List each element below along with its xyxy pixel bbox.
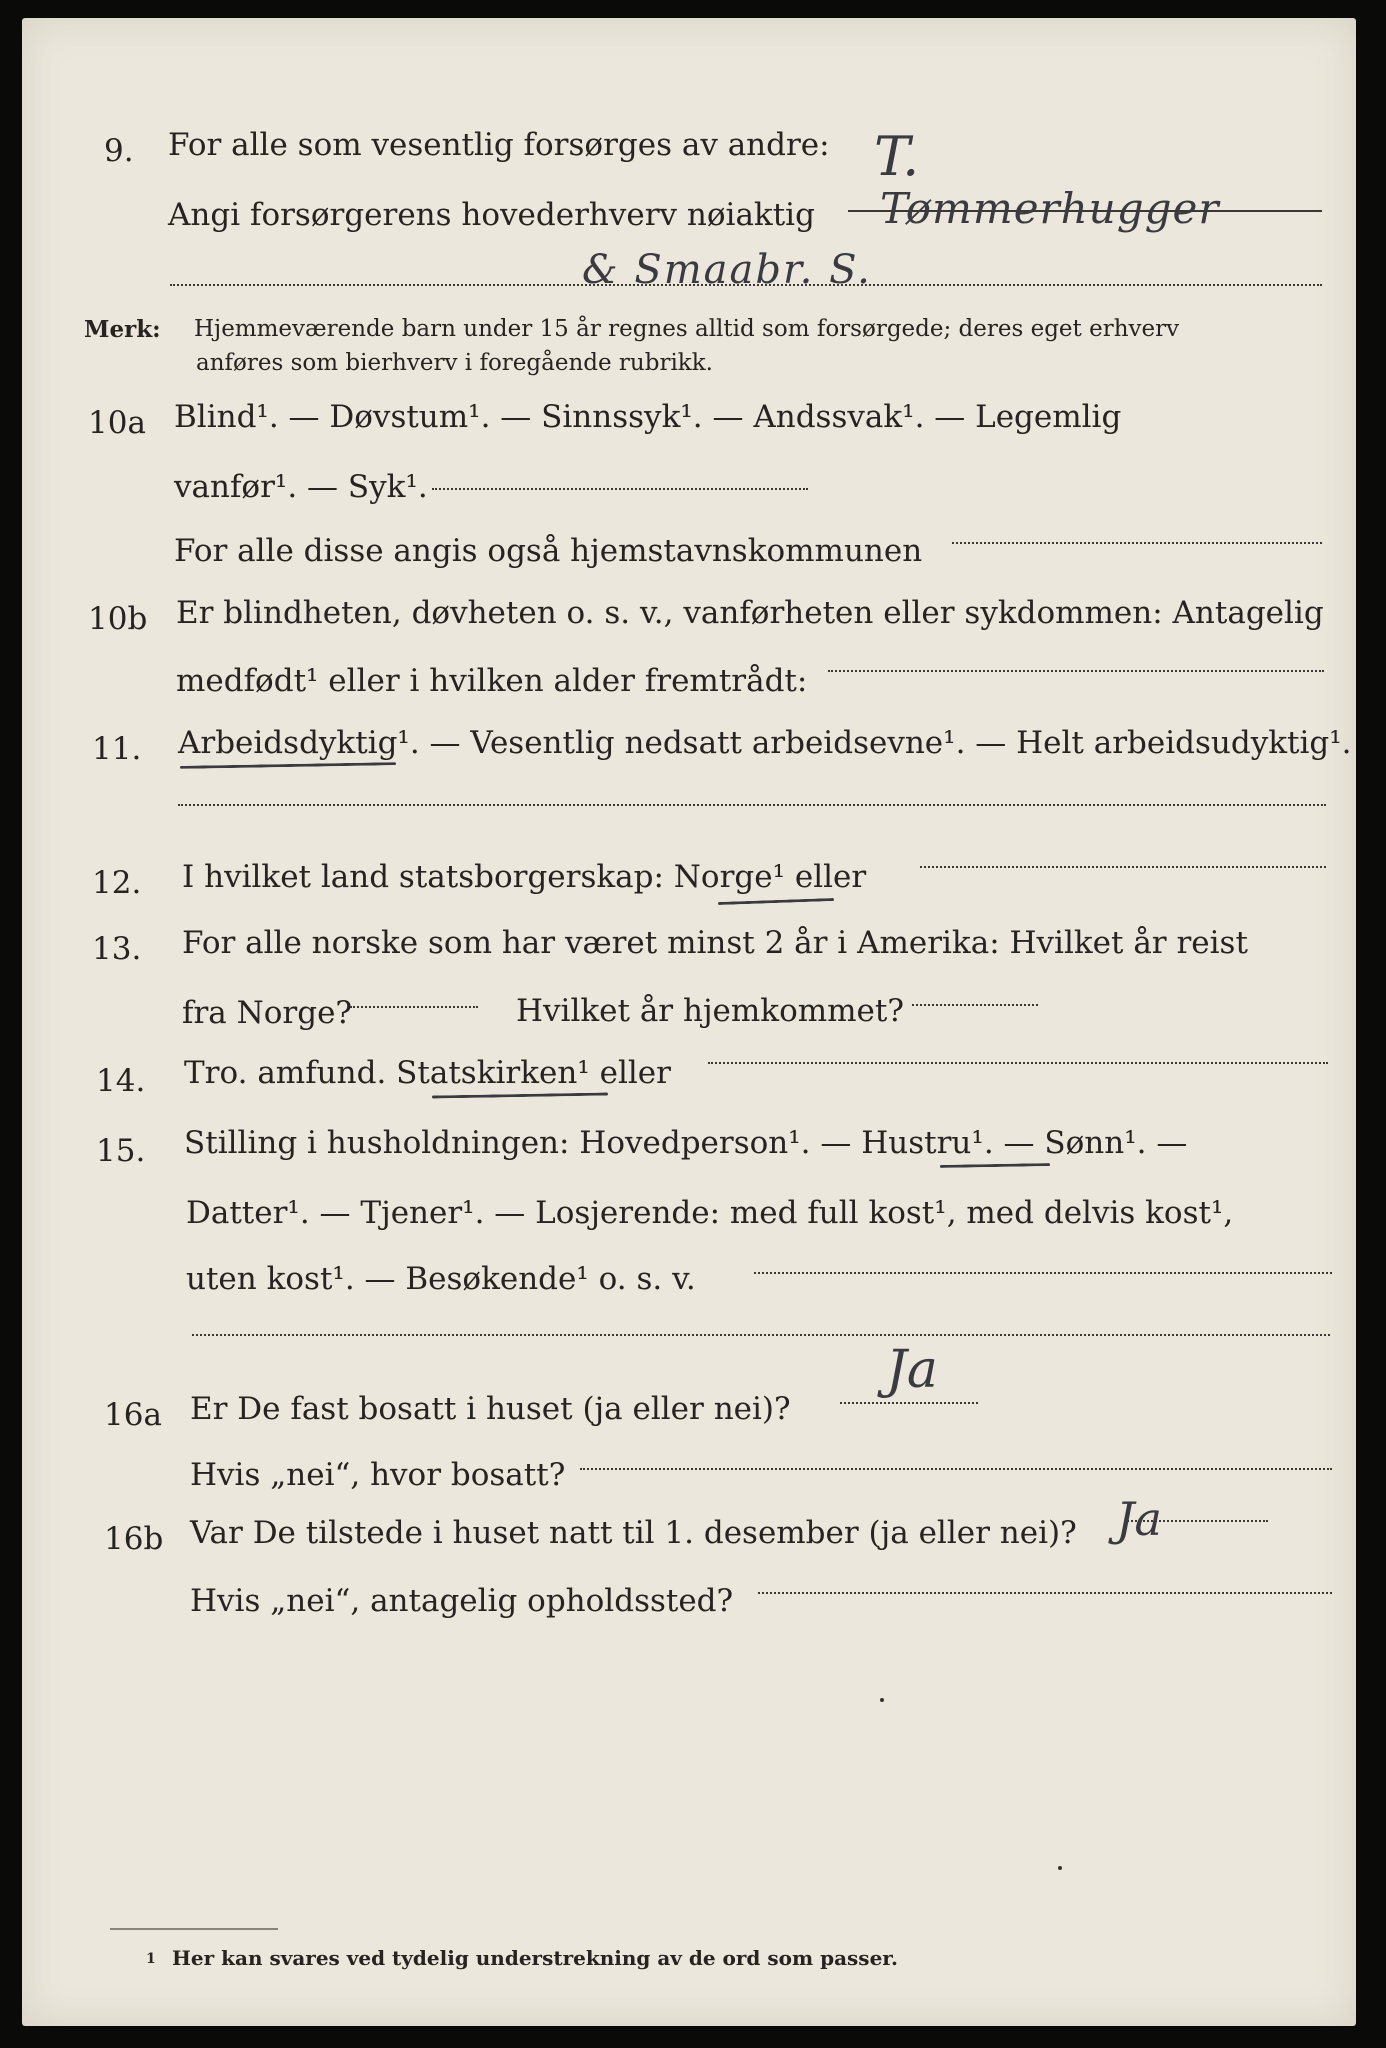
merk-note-line1: Hjemmeværende barn under 15 år regnes alltid som forsørgede; deres eget erhverv (194, 316, 1180, 342)
merk-note-line2: anføres som bierhverv i foregående rubrikk. (196, 350, 713, 376)
q16b-line1: Var De tilstede i huset natt til 1. desember (ja eller nei)? (190, 1515, 1077, 1551)
q10b-answer-line (828, 670, 1324, 672)
q9-handwritten-answer-c: & Smaabr. S. (582, 247, 872, 293)
q13-number: 13. (92, 931, 142, 967)
footnote-text: Her kan svares ved tydelig understrekning av de ord som passer. (172, 1946, 898, 1970)
q12-answer-line (920, 866, 1326, 868)
q14-line1: Tro. amfund. Statskirken¹ eller (184, 1055, 671, 1091)
q12-answer-underline (718, 898, 834, 905)
q13-line1: For alle norske som har været minst 2 år i Amerika: Hvilket år reist (182, 925, 1248, 961)
q10a-line1: Blind¹. — Døvstum¹. — Sinnssyk¹. — Andssvak¹. — Legemlig (174, 399, 1122, 435)
q14-answer-underline (432, 1092, 608, 1098)
q10a-line3: For alle disse angis også hjemstavnskommunen (174, 533, 923, 569)
q15-number: 15. (96, 1133, 146, 1169)
q9-question-line1: For alle som vesentlig forsørges av andre: (168, 127, 830, 163)
q16b-number: 16b (104, 1521, 164, 1557)
q11-number: 11. (92, 731, 142, 767)
q16a-line1: Er De fast bosatt i huset (ja eller nei)? (190, 1391, 791, 1427)
footnote-rule (110, 1928, 278, 1930)
merk-label: Merk: (84, 316, 161, 343)
q10b-number: 10b (88, 601, 148, 637)
q16a-number: 16a (104, 1397, 162, 1433)
q10a-answer-line (432, 488, 808, 490)
q16b-line2: Hvis „nei“, antagelig opholdssted? (190, 1583, 734, 1619)
q11-line1: Arbeidsdyktig¹. — Vesentlig nedsatt arbeidsevne¹. — Helt arbeidsudyktig¹. (178, 725, 1352, 761)
census-form-page (22, 18, 1356, 2026)
q12-line1: I hvilket land statsborgerskap: Norge¹ eller (182, 859, 867, 895)
q13-line2a: fra Norge? (182, 995, 353, 1031)
paper-speck (880, 1698, 884, 1702)
q13-line2b: Hvilket år hjemkommet? (516, 993, 904, 1029)
q10b-line2: medfødt¹ eller i hvilken alder fremtrådt: (176, 663, 808, 699)
q16a-answer-line (840, 1402, 978, 1404)
q9-question-line2: Angi forsørgerens hovederhverv nøiaktig (168, 197, 815, 233)
q15-line2: Datter¹. — Tjener¹. — Losjerende: med full kost¹, med delvis kost¹, (186, 1195, 1234, 1231)
q9-number: 9. (104, 133, 134, 169)
q15-answer-line2 (192, 1334, 1330, 1336)
q15-line1: Stilling i husholdningen: Hovedperson¹. — Hustru¹. — Sønn¹. — (184, 1125, 1188, 1161)
q16a-line2: Hvis „nei“, hvor bosatt? (190, 1457, 566, 1493)
footnote-mark: 1 (146, 1951, 156, 1967)
q13-hjemkommet-line (912, 1004, 1038, 1006)
paper-speck (1058, 1866, 1062, 1870)
q14-answer-line (708, 1062, 1328, 1064)
q15-line3: uten kost¹. — Besøkende¹ o. s. v. (186, 1261, 696, 1297)
q14-number: 14. (96, 1063, 146, 1099)
q9-handwritten-answer-a: T. (874, 125, 920, 188)
q11-answer-line (178, 804, 1326, 806)
q16a-bosatt-line (580, 1468, 1332, 1470)
q9-handwritten-answer-b: Tømmerhugger (880, 184, 1220, 233)
q15-answer-underline (940, 1163, 1050, 1168)
q10a-hjemstavn-line (952, 542, 1322, 544)
q16b-handwritten-answer: Ja (1116, 1492, 1162, 1546)
q11-answer-underline (180, 762, 396, 769)
q16a-handwritten-answer: Ja (886, 1340, 938, 1400)
q10b-line1: Er blindheten, døvheten o. s. v., vanførheten eller sykdommen: Antagelig (176, 595, 1324, 631)
q10a-number: 10a (88, 405, 146, 441)
q16b-opholdssted-line (758, 1592, 1332, 1594)
q13-reist-line (350, 1006, 478, 1008)
q15-answer-line (754, 1272, 1332, 1274)
q12-number: 12. (92, 865, 142, 901)
q10a-line2: vanfør¹. — Syk¹. (174, 469, 428, 505)
